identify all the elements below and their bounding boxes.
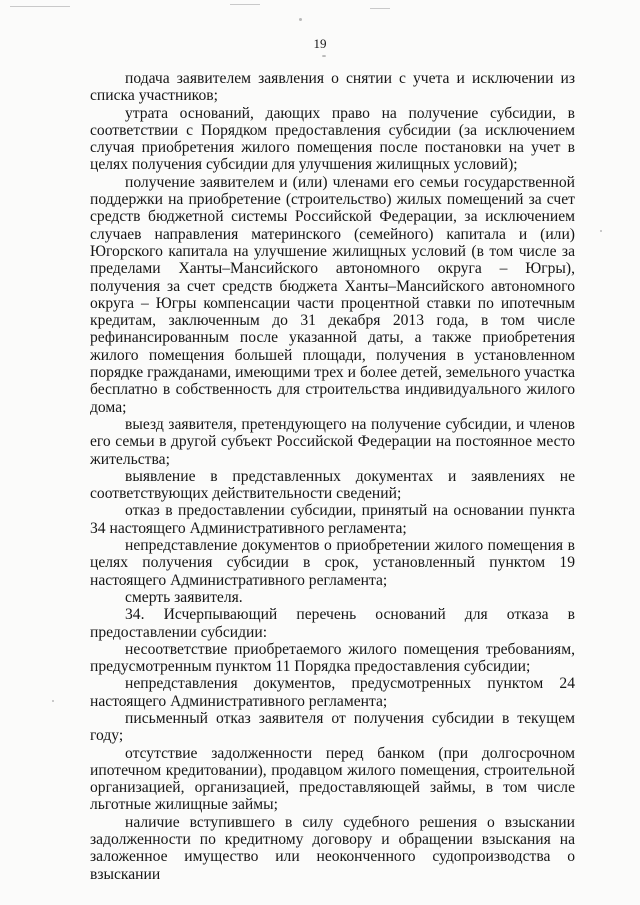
paragraph: непредставление документов о приобретении жилого помещения в целях получения субсидии в срок, установленный пунктом 19 настоящего Административного регламента; <box>90 537 575 589</box>
scan-speck <box>299 18 302 21</box>
paragraph: непредставления документов, предусмотренных пунктом 24 настоящего Административного регламента; <box>90 675 575 710</box>
paragraph: наличие вступившего в силу судебного решения о взыскании задолженности по кредитному договору и обращении взыскания на заложенное имущество или неоконченного судопроизводства о взыскании <box>90 813 575 883</box>
paragraph: письменный отказ заявителя от получения субсидии в текущем году; <box>90 709 575 745</box>
paragraph: отсутствие задолженности перед банком (при долгосрочном ипотечном кредитовании), продавцом жилого помещения, строительной организацией, организацией, предоставляющей займы, в том числе льготные жилищные займы; <box>90 744 575 814</box>
paragraph: выявление в представленных документах и заявлениях не соответствующих действительности сведений; <box>90 467 575 503</box>
scan-artifact <box>230 4 260 5</box>
scan-artifact <box>10 6 70 7</box>
paragraph: подача заявителем заявления о снятии с учета и исключении из списка участников; <box>90 70 575 105</box>
scan-speck <box>322 55 326 57</box>
document-body <box>90 70 575 883</box>
paragraph: отказ в предоставлении субсидии, принятый на основании пункта 34 настоящего Административного регламента; <box>90 502 575 537</box>
scan-artifact <box>370 8 390 9</box>
scan-speck <box>52 700 54 702</box>
section-34-heading: 34. Исчерпывающий перечень оснований для отказа в предоставлении субсидии: <box>90 606 575 641</box>
paragraph: несоответствие приобретаемого жилого помещения требованиям, предусмотренным пунктом 11 Порядка предоставления субсидии; <box>90 640 575 676</box>
page-number: 19 <box>313 36 327 51</box>
scan-speck <box>600 230 602 232</box>
paragraph: получение заявителем и (или) членами его семьи государственной поддержки на приобретение (строительство) жилых помещений за счет средств бюджетной системы Российской Федерации, за исключением случаев направления материнского (семейного) капитала и (или) Югорского капитала на улучшение жилищных условий (в том числе за пределами Ханты–Мансийского автономного округа – Югры), получения за счет средств бюджета Ханты–Мансийского автономного округа – Югры компенсации части процентной ставки по ипотечным кредитам, заключенным до 31 декабря 2013 года, в том числе рефинансированным после указанной даты, а также приобретения жилого помещения большей площади, получения в установленном порядке гражданами, имеющими трех и более детей, земельного участка бесплатно в собственность для строительства индивидуального жилого дома; <box>90 173 575 416</box>
paragraph: утрата оснований, дающих право на получение субсидии, в соответствии с Порядком предоставления субсидии (за исключением случая приобретения жилого помещения после постановки на учет в целях получения субсидии для улучшения жилищных условий); <box>90 104 575 174</box>
paragraph: выезд заявителя, претендующего на получение субсидии, и членов его семьи в другой субъект Российской Федерации на постоянное место жительства; <box>90 415 575 468</box>
paragraph: смерть заявителя. <box>125 588 243 606</box>
